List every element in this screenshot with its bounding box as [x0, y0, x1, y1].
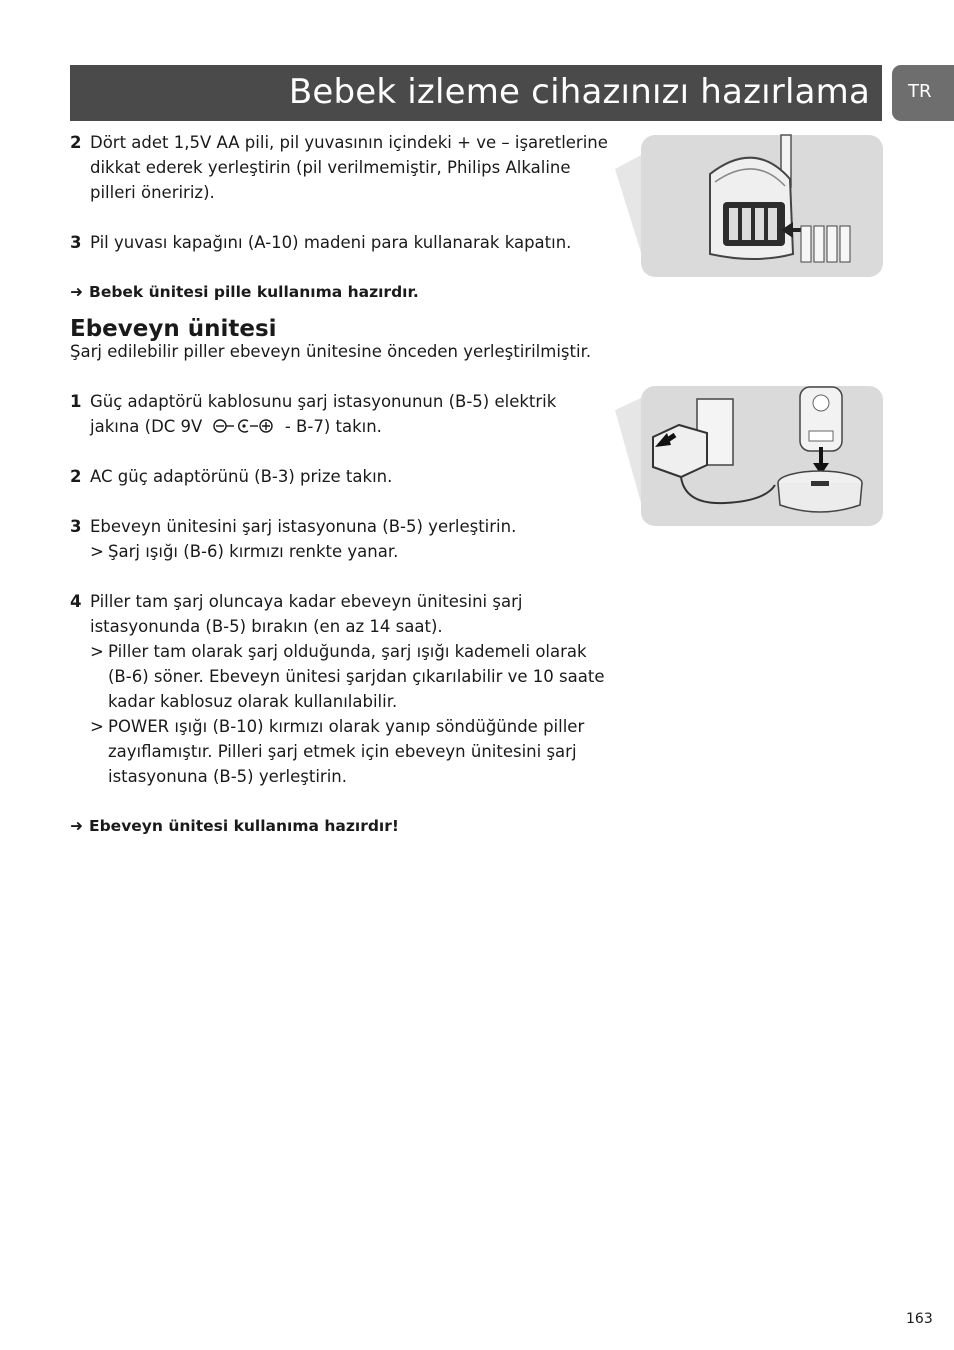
result-text: Bebek ünitesi pille kullanıma hazırdır.: [89, 283, 419, 301]
result-text: Ebeveyn ünitesi kullanıma hazırdır!: [89, 817, 399, 835]
step-4-charge: [70, 589, 610, 639]
step-2-batteries: [70, 130, 610, 205]
dc-polarity-icon: [212, 418, 276, 434]
page-header-bar: [70, 65, 882, 121]
step-3-close-cover: [70, 230, 610, 255]
step-number: 3: [70, 233, 82, 252]
arrow-right-icon: ➜: [70, 817, 83, 835]
arrow-right-icon: ➜: [70, 283, 83, 301]
step-text: Pil yuvası kapağını (A-10) madeni para kullanarak kapatın.: [90, 233, 572, 252]
step-number: 3: [70, 517, 82, 536]
main-content: [70, 130, 610, 839]
step-number: 2: [70, 467, 82, 486]
baby-unit-ready-result: [70, 280, 610, 305]
step-number: 4: [70, 592, 82, 611]
sub-marker: >: [90, 642, 104, 661]
step-sub-item: [70, 714, 610, 789]
language-tab: [892, 65, 954, 121]
step-number: 1: [70, 392, 82, 411]
sub-marker: >: [90, 542, 104, 561]
battery-wedge-icon: [615, 134, 885, 279]
parent-unit-ready-result: [70, 814, 610, 839]
step-number: 2: [70, 133, 82, 152]
step-text: Dört adet 1,5V AA pili, pil yuvasının içindeki + ve – işaretlerine dikkat ederek yerleştirin (pil verilmemiştir, Philips Alkaline pilleri öneririz).: [90, 133, 608, 202]
sub-text: Şarj ışığı (B-6) kırmızı renkte yanar.: [108, 542, 399, 561]
language-code: TR: [908, 81, 932, 102]
page-title: Bebek izleme cihazınızı hazırlama: [288, 72, 870, 112]
section-heading-parent-unit: Ebeveyn ünitesi: [70, 316, 277, 342]
step-text: Piller tam şarj oluncaya kadar ebeveyn ünitesini şarj istasyonunda (B-5) bırakın (en az 14 saat).: [90, 592, 523, 636]
step-text-after: - B-7) takın.: [284, 417, 382, 436]
charger-wedge-icon: [615, 385, 885, 530]
step-2-plug-adaptor: [70, 464, 610, 489]
step-sub-item: [70, 539, 610, 564]
page-number: 163: [906, 1311, 933, 1327]
sub-marker: >: [90, 717, 104, 736]
sub-text: Piller tam olarak şarj olduğunda, şarj ışığı kademeli olarak (B-6) söner. Ebeveyn ünitesi şarjdan çıkarılabilir ve 10 saate kadar kablosuz olarak kullanılabilir.: [108, 642, 605, 711]
step-text-before: Güç adaptörü kablosunu şarj istasyonunun (B-5) elektrik jakına (DC 9V: [90, 392, 557, 436]
step-text: Ebeveyn ünitesini şarj istasyonuna (B-5) yerleştirin.: [90, 517, 517, 536]
step-sub-item: [70, 639, 610, 714]
step-3-place-unit: [70, 514, 610, 539]
section-intro: Şarj edilebilir piller ebeveyn ünitesine önceden yerleştirilmiştir.: [70, 342, 592, 361]
sub-text: POWER ışığı (B-10) kırmızı olarak yanıp söndüğünde piller zayıflamıştır. Pilleri şarj etmek için ebeveyn ünitesini şarj istasyonuna (B-5) yerleştirin.: [108, 717, 585, 786]
step-text: AC güç adaptörünü (B-3) prize takın.: [90, 467, 393, 486]
step-1-connect-adaptor: [70, 389, 610, 439]
